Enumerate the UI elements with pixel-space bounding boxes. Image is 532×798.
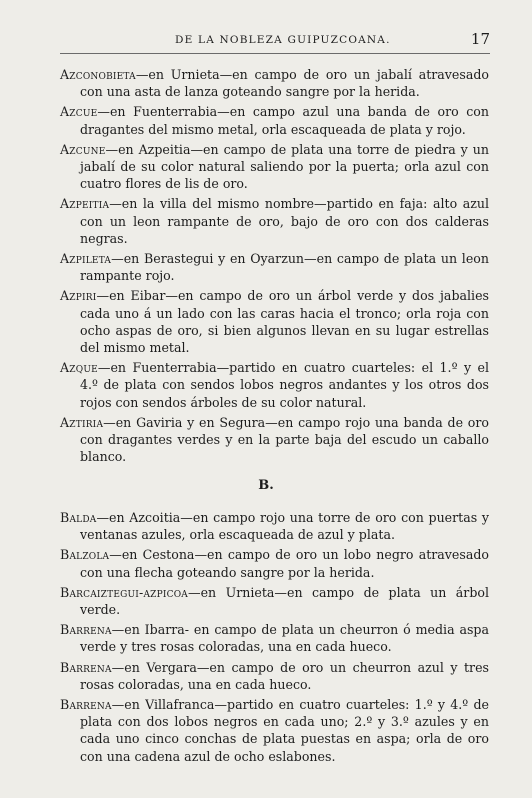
entry-name: Barrena <box>60 659 112 675</box>
entry-name: Azque <box>60 360 98 376</box>
entries-section-b <box>60 509 489 768</box>
entry-barrena-ibarra <box>60 621 489 655</box>
entry-barrena-villafranca <box>60 696 489 765</box>
page-header <box>60 30 490 50</box>
entry-azcune <box>60 141 489 193</box>
entry-text: —en Fuenterrabia—partido en cuatro cuarteles: el 1.º y el 4.º de plata con sendos lobos negros andantes y los otros dos rojos con sendos árboles de su color natural. <box>80 360 489 410</box>
entry-balzola <box>60 546 489 580</box>
entries-section-a <box>60 66 489 468</box>
running-title: DE LA NOBLEZA GUIPUZCOANA. <box>175 34 391 46</box>
entry-text: —en Azcoitia—en campo rojo una torre de oro con puertas y ventanas azules, orla escaqueada de azul y plata. <box>80 510 489 543</box>
entry-name: Aztiria <box>60 414 104 430</box>
entry-name: Barcaiztegui-azpicoa <box>60 584 189 600</box>
entry-text: —en Azpeitia—en campo de plata una torre de piedra y un jabalí de su color natural saliendo por la puerta; orla azul con cuatro flores de lis de oro. <box>80 141 489 192</box>
entry-name: Azpileta <box>60 251 112 267</box>
entry-name: Azconobieta <box>60 67 136 82</box>
entry-azcue <box>60 103 489 137</box>
header-rule <box>60 53 490 54</box>
entry-text: —en Urnieta—en campo de plata un árbol verde. <box>80 584 489 618</box>
entry-text: —en Cestona—en campo de oro un lobo negro atravesado con una flecha goteando sangre por la herida. <box>80 547 489 580</box>
entry-name: Azcue <box>60 104 98 120</box>
entry-azque <box>60 359 489 411</box>
entry-azconobieta <box>60 66 489 100</box>
entry-name: Balzola <box>60 547 110 563</box>
entry-name: Azpiri <box>60 288 97 304</box>
entry-barcaiztegui-azpicoa <box>60 584 489 618</box>
entry-azpiri <box>60 287 489 356</box>
entry-balda <box>60 509 489 543</box>
entry-text: —en Urnieta—en campo de oro un jabalí atravesado con una asta de lanza goteando sangre por la herida. <box>80 67 489 100</box>
entry-azpeitia <box>60 195 489 247</box>
entry-text: —en Villafranca—partido en cuatro cuarteles: 1.º y 4.º de plata con dos lobos negros en cada uno; 2.º y 3.º azules y en cada uno cinco conchas de plata puestas en aspa; orla de oro con una cadena azul de ocho eslabones. <box>80 697 489 764</box>
entry-aztiria <box>60 414 489 466</box>
entry-name: Balda <box>60 510 97 525</box>
entry-name: Barrena <box>60 697 112 713</box>
entry-azpileta <box>60 250 489 284</box>
entry-text: —en la villa del mismo nombre—partido en faja: alto azul con un leon rampante de oro, bajo de oro con dos calderas negras. <box>80 196 489 246</box>
entry-text: —en Gaviria y en Segura—en campo rojo una banda de oro con dragantes verdes y en la parte baja del escudo un caballo blanco. <box>80 414 489 465</box>
entry-barrena-vergara <box>60 659 489 693</box>
entry-text: —en Fuenterrabia—en campo azul una banda de oro con dragantes del mismo metal, orla escaqueada de plata y rojo. <box>80 104 489 137</box>
entry-name: Azcune <box>60 141 106 157</box>
page-number: 17 <box>470 30 490 48</box>
entry-name: Barrena <box>60 622 112 638</box>
entry-name: Azpeitia <box>60 196 110 212</box>
entry-text: —en Ibarra- en campo de plata un cheurron ó media aspa verde y tres rosas coloradas, una en cada hueco. <box>80 622 489 655</box>
entry-text: —en Eibar—en campo de oro un árbol verde y dos jabalies cada uno á un lado con las caras hacia el tronco; orla roja con ocho aspas de oro, si bien algunos llevan en su lugar estrellas del mismo metal. <box>80 288 489 356</box>
section-heading-b: B. <box>258 478 274 493</box>
entry-text: —en Vergara—en campo de oro un cheurron azul y tres rosas coloradas, una en cada hueco. <box>80 659 489 692</box>
entry-text: —en Berastegui y en Oyarzun—en campo de plata un leon rampante rojo. <box>80 251 489 284</box>
